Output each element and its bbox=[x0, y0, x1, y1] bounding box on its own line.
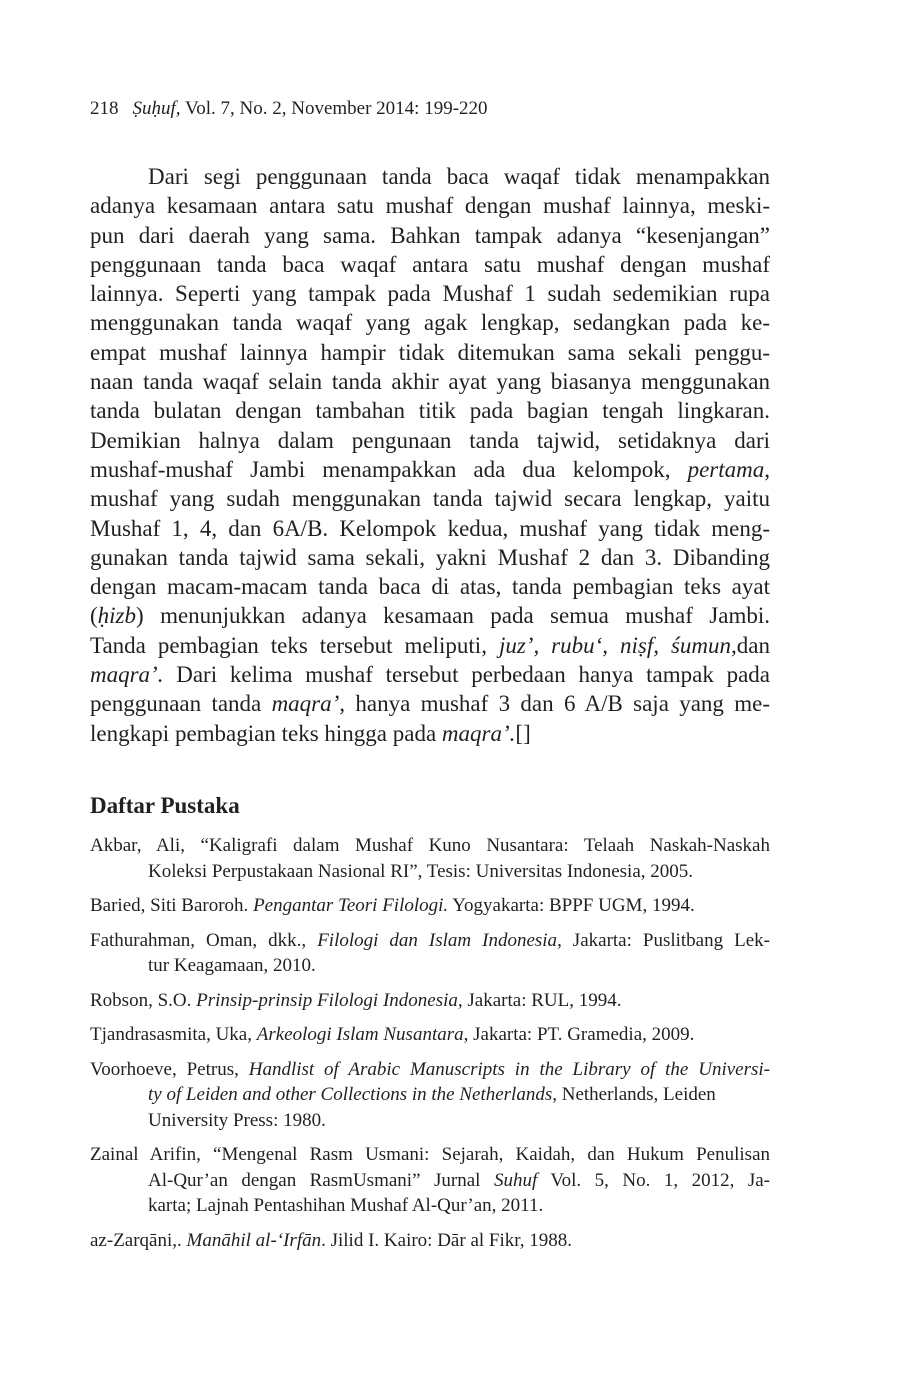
italic-term: ḥizb bbox=[97, 603, 137, 629]
reference-line bbox=[90, 1022, 770, 1048]
text-span: hanya mushaf 3 dan 6 A/B saja yang me- bbox=[345, 691, 770, 717]
text-span: Robson, S.O. bbox=[90, 989, 192, 1011]
body-line: menggunakan tanda waqaf yang agak lengkap, sedangkan pada ke- bbox=[90, 310, 770, 336]
body-line bbox=[90, 631, 770, 660]
italic-term: pertama bbox=[687, 456, 765, 482]
text-span: Dari kelima mushaf tersebut perbedaan hanya tampak pada bbox=[163, 662, 770, 688]
italic-title: Pengantar Teori Filologi. bbox=[253, 895, 449, 916]
body-line: pun dari daerah yang sama. Bahkan tampak adanya “kesenjangan” bbox=[90, 222, 770, 248]
body-line: empat mushaf lainnya hampir tidak ditemukan sama sekali penggu- bbox=[90, 339, 770, 365]
italic-title: Suhuf bbox=[493, 1169, 538, 1191]
body-line: Mushaf 1, 4, dan 6A/B. Kelompok kedua, mushaf yang tidak meng- bbox=[90, 515, 770, 541]
body-line bbox=[90, 455, 770, 484]
body-line: lainnya. Seperti yang tampak pada Mushaf 1 sudah sedemikian rupa bbox=[90, 281, 770, 307]
reference-line bbox=[90, 1082, 770, 1108]
reference-line bbox=[90, 928, 770, 954]
italic-title: Handlist of Arabic Manuscripts in the Library of the Universi- bbox=[248, 1058, 770, 1080]
reference-line: Koleksi Perpustakaan Nasional RI”, Tesis: Universitas Indonesia, 2005. bbox=[148, 860, 693, 882]
reference-line bbox=[90, 1168, 770, 1194]
italic-term: maqra’. bbox=[90, 662, 164, 688]
journal-title: Ṣuḥuf, bbox=[132, 98, 181, 119]
reference-line bbox=[90, 893, 770, 919]
text-span: penggunaan tanda bbox=[90, 691, 262, 717]
reference-line bbox=[90, 988, 770, 1014]
body-line bbox=[90, 660, 770, 689]
italic-title: Manāhil al-‘Irfān bbox=[186, 1229, 322, 1251]
italic-title: Filologi dan Islam Indonesia bbox=[317, 929, 558, 951]
text-span: lengkapi pembagian teks hingga pada bbox=[90, 720, 437, 746]
reference-line: Zainal Arifin, “Mengenal Rasm Usmani: Sejarah, Kaidah, dan Hukum Penulisan bbox=[90, 1144, 770, 1165]
text-span: Voorhoeve, Petrus, bbox=[90, 1058, 239, 1080]
body-line: dengan macam-macam tanda baca di atas, tanda pembagian teks ayat bbox=[90, 574, 770, 600]
running-head bbox=[90, 97, 488, 121]
text-span: Al-Qur’an dengan RasmUsmani” Jurnal bbox=[148, 1169, 481, 1191]
text-span: , bbox=[764, 456, 771, 482]
body-line: adanya kesamaan antara satu mushaf dengan mushaf lainnya, meski- bbox=[90, 193, 770, 219]
reference-line: tur Keagamaan, 2010. bbox=[148, 955, 316, 976]
reference-list bbox=[90, 833, 770, 1262]
body-line bbox=[90, 601, 770, 630]
reference-line bbox=[90, 1228, 770, 1254]
reference-line bbox=[90, 1057, 770, 1083]
text-span: dan bbox=[736, 632, 770, 658]
text-span: , Netherlands, Leiden bbox=[552, 1084, 716, 1105]
body-paragraph bbox=[90, 162, 770, 748]
text-span: az-Zarqāni,. bbox=[90, 1229, 182, 1251]
italic-term: juz’, rubu‘, niṣf, śumun, bbox=[498, 632, 737, 658]
text-span: ( bbox=[90, 603, 98, 629]
text-span: ) menunjukkan adanya kesamaan pada semua mushaf Jambi. bbox=[136, 603, 770, 629]
reference-entry bbox=[90, 988, 770, 1014]
reference-entry bbox=[90, 1022, 770, 1048]
body-line bbox=[90, 689, 770, 718]
text-span: , Jakarta: Puslitbang Lek- bbox=[557, 929, 770, 951]
text-span: Tanda pembagian teks tersebut meliputi, bbox=[90, 632, 487, 658]
italic-term: maqra’, bbox=[271, 691, 346, 717]
body-line: Demikian halnya dalam pengunaan tanda tajwid, setidaknya dari bbox=[90, 427, 770, 453]
reference-entry bbox=[90, 928, 770, 979]
text-span: Baried, Siti Baroroh. bbox=[90, 895, 249, 916]
body-line: tanda bulatan dengan tambahan titik pada bagian tengah lingkaran. bbox=[90, 398, 770, 424]
reference-line: University Press: 1980. bbox=[148, 1109, 326, 1131]
body-line: naan tanda waqaf selain tanda akhir ayat yang biasanya menggunakan bbox=[90, 369, 770, 395]
body-line bbox=[90, 719, 770, 748]
body-line: Dari segi penggunaan tanda baca waqaf tidak menampakkan bbox=[148, 164, 770, 189]
italic-title: ty of Leiden and other Collections in the Netherlands bbox=[148, 1084, 553, 1105]
text-span: Fathurahman, Oman, dkk., bbox=[90, 929, 307, 951]
reference-line: Akbar, Ali, “Kaligrafi dalam Mushaf Kuno Nusantara: Telaah Naskah-Naskah bbox=[90, 835, 770, 856]
reference-line: karta; Lajnah Pentashihan Mushaf Al-Qur’an, 2011. bbox=[148, 1195, 544, 1216]
body-line: penggunaan tanda baca waqaf antara satu mushaf dengan mushaf bbox=[90, 251, 770, 277]
italic-title: Arkeologi Islam Nusantara bbox=[256, 1024, 464, 1045]
reference-entry bbox=[90, 1057, 770, 1134]
text-span: . Jilid I. Kairo: Dār al Fikr, 1988. bbox=[321, 1229, 573, 1251]
body-line: mushaf yang sudah menggunakan tanda tajwid secara lengkap, yaitu bbox=[90, 486, 770, 512]
issue-info: Vol. 7, No. 2, November 2014: 199-220 bbox=[184, 98, 488, 119]
italic-term: maqra’. bbox=[441, 720, 516, 746]
text-span: , Jakarta: PT. Gramedia, 2009. bbox=[463, 1024, 695, 1045]
text-span: Vol. 5, No. 1, 2012, Ja- bbox=[550, 1169, 770, 1191]
text-span: Yogyakarta: BPPF UGM, 1994. bbox=[452, 895, 695, 916]
references-heading: Daftar Pustaka bbox=[90, 793, 240, 818]
reference-entry bbox=[90, 1142, 770, 1219]
text-span: [] bbox=[515, 720, 531, 746]
italic-title: Prinsip-prinsip Filologi Indonesia, bbox=[196, 989, 463, 1011]
body-line: gunakan tanda tajwid sama sekali, yakni Mushaf 2 dan 3. Dibanding bbox=[90, 544, 770, 570]
reference-entry bbox=[90, 833, 770, 884]
page-number: 218 bbox=[90, 98, 119, 119]
reference-entry bbox=[90, 893, 770, 919]
text-span: mushaf-mushaf Jambi menampakkan ada dua kelompok, bbox=[90, 456, 671, 482]
text-span: Jakarta: RUL, 1994. bbox=[467, 989, 622, 1011]
reference-entry bbox=[90, 1228, 770, 1254]
text-span: Tjandrasasmita, Uka, bbox=[90, 1024, 252, 1045]
